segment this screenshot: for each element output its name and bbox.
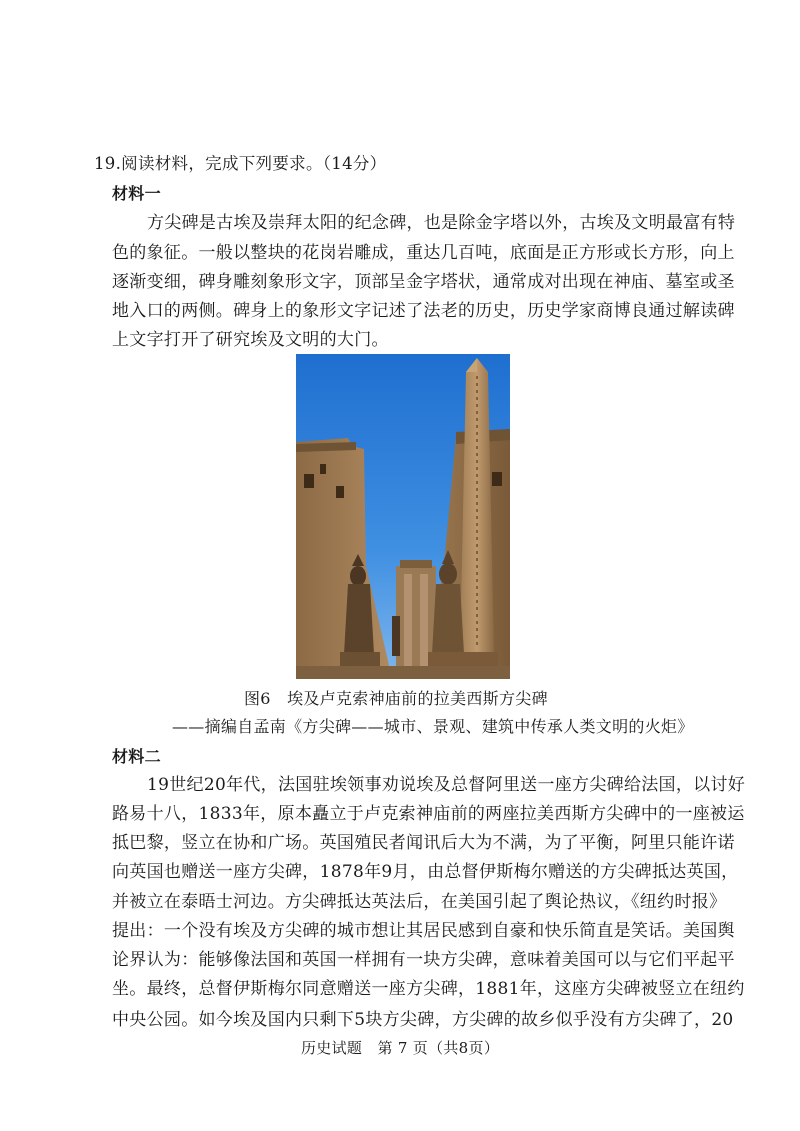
- material-two-line: 向英国也赠送一座方尖碑，1878年9月，由总督伊斯梅尔赠送的方尖碑抵达英国，: [112, 862, 739, 882]
- material-one-line: 地入口的两侧。碑身上的象形文字记述了法老的历史，历史学家商博良通过解读碑: [112, 301, 735, 321]
- page-footer: 历史试题 第 7 页（共8页）: [301, 1039, 500, 1057]
- material-two-line: 路易十八，1833年，原本矗立于卢克索神庙前的两座拉美西斯方尖碑中的一座被运: [112, 804, 745, 824]
- material-two-line: 并被立在泰晤士河边。方尖碑抵达英法后，在美国引起了舆论热议，《纽约时报》: [112, 892, 727, 912]
- material-one-line: 色的象征。一般以整块的花岗岩雕成，重达几百吨，底面是正方形或长方形，向上: [112, 243, 735, 263]
- material-two-line: 提出：一个没有埃及方尖碑的城市想让其居民感到自豪和快乐简直是笑话。美国舆: [112, 921, 735, 941]
- material-one-line: 逐渐变细，碑身雕刻象形文字，顶部呈金字塔状，通常成对出现在神庙、墓室或圣: [112, 272, 735, 292]
- material-one-line: 上文字打开了研究埃及文明的大门。: [112, 330, 389, 350]
- material-two-line: 抵巴黎，竖立在协和广场。英国殖民者闻讯后大为不满，为了平衡，阿里只能许诺: [112, 833, 735, 853]
- figure-caption: 图6 埃及卢克索神庙前的拉美西斯方尖碑: [244, 689, 548, 708]
- material-one-heading: 材料一: [112, 184, 161, 203]
- material-two-line: 中央公园。如今埃及国内只剩下5块方尖碑，方尖碑的故乡似乎没有方尖碑了，20: [112, 1010, 734, 1030]
- material-two-line: 19世纪20年代，法国驻埃领事劝说埃及总督阿里送一座方尖碑给法国，以讨好: [147, 775, 746, 795]
- source-citation: ——摘编自孟南《方尖碑——城市、景观、建筑中传承人类文明的火炬》: [172, 717, 694, 736]
- question-title: 19.阅读材料，完成下列要求。（14分）: [94, 154, 387, 173]
- material-two-line: 坐。最终，总督伊斯梅尔同意赠送一座方尖碑，1881年，这座方尖碑被竖立在纽约: [112, 979, 745, 999]
- material-one-line: 方尖碑是古埃及崇拜太阳的纪念碑，也是除金字塔以外，古埃及文明最富有特: [147, 213, 736, 233]
- material-two-line: 论界认为：能够像法国和英国一样拥有一块方尖碑，意味着美国可以与它们平起平: [112, 950, 735, 970]
- luxor-obelisk-photo: [296, 354, 510, 679]
- material-two-heading: 材料二: [112, 747, 161, 766]
